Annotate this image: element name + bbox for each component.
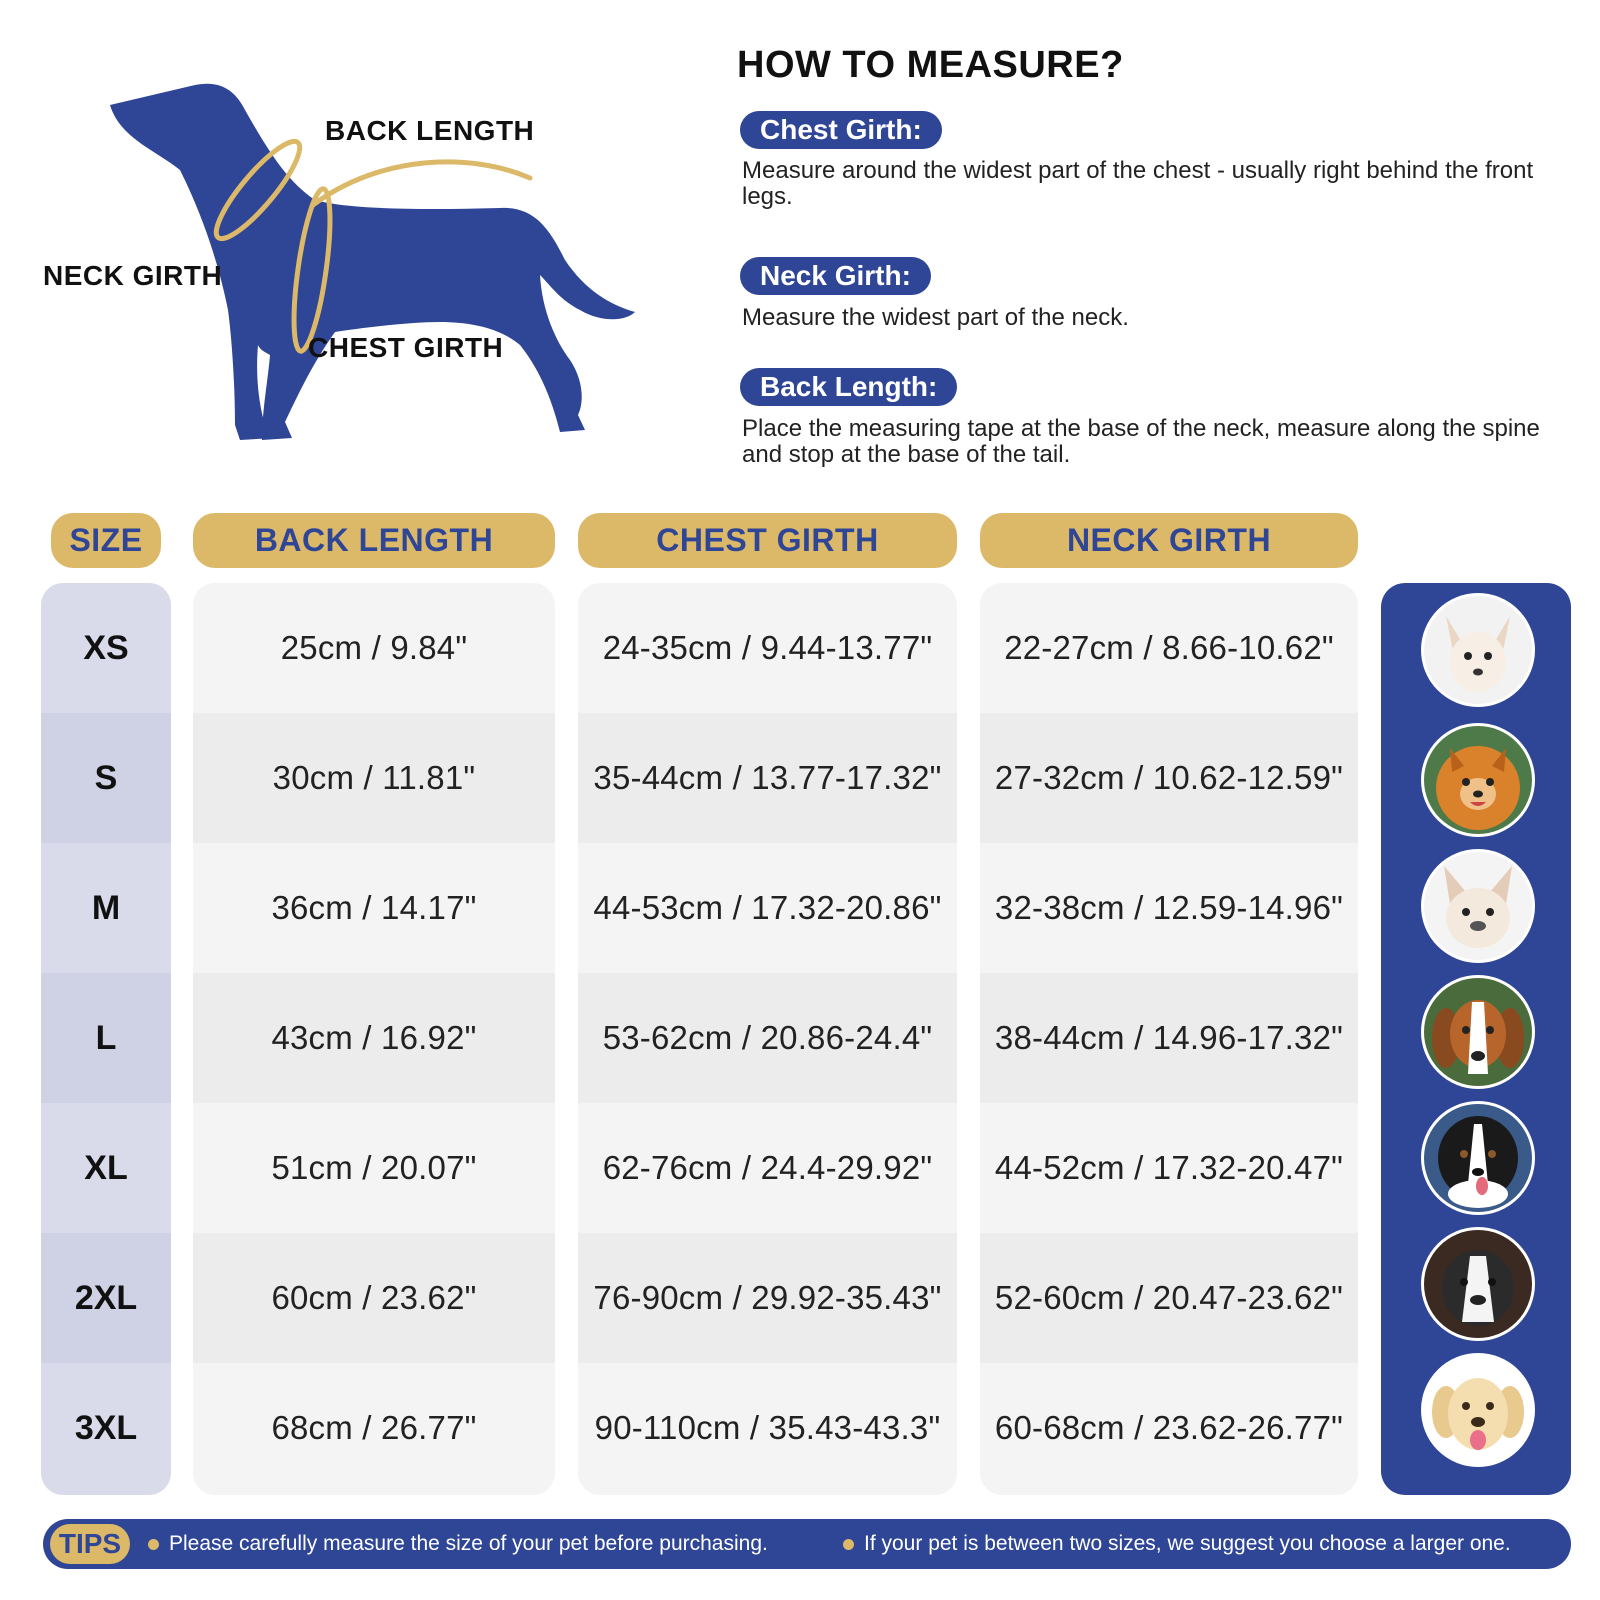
table-cell [578,583,957,713]
table-cell [980,1363,1358,1493]
neck-girth-description: Measure the widest part of the neck. [742,304,1129,331]
table-cell [578,843,957,973]
table-cell [578,713,957,843]
neck-girth-column [980,583,1358,1495]
size-label: L [95,1019,117,1057]
neck-girth-value: 44-52cm / 17.32-20.47" [994,1149,1344,1186]
size-label: S [94,759,118,797]
neck-girth-header: NECK GIRTH [980,513,1358,568]
table-cell [193,1233,555,1363]
chest-girth-value: 53-62cm / 20.86-24.4" [602,1019,933,1056]
neck-girth-value: 32-38cm / 12.59-14.96" [994,889,1344,926]
size-label: XS [83,629,129,667]
how-to-measure-title: HOW TO MEASURE? [737,44,1124,86]
labrador-photo [1421,1353,1535,1467]
chest-girth-header: CHEST GIRTH [578,513,957,568]
chest-girth-value: 76-90cm / 29.92-35.43" [593,1279,942,1316]
pomeranian-photo [1421,723,1535,837]
chest-girth-value: 24-35cm / 9.44-13.77" [602,629,933,666]
back-length-value: 30cm / 11.81" [272,759,476,796]
table-cell [193,713,555,843]
back-length-header: BACK LENGTH [193,513,555,568]
tip-item [843,1519,1511,1569]
neck-girth-value: 60-68cm / 23.62-26.77" [994,1409,1344,1446]
neck-girth-value: 27-32cm / 10.62-12.59" [994,759,1344,796]
back-length-value: 36cm / 14.17" [271,889,477,926]
neck-girth-value: 52-60cm / 20.47-23.62" [994,1279,1344,1316]
table-cell [578,1233,957,1363]
table-cell [193,973,555,1103]
chest-girth-value: 44-53cm / 17.32-20.86" [593,889,942,926]
table-cell [980,583,1358,713]
size-label: M [91,889,121,927]
chest-girth-value: 35-44cm / 13.77-17.32" [593,759,942,796]
size-column [41,583,171,1495]
border-collie-photo [1421,1101,1535,1215]
back-length-column [193,583,555,1495]
chest-girth-column [578,583,957,1495]
chest-girth-description: Measure around the widest part of the chest - usually right behind the front legs. [742,157,1534,210]
size-cell [41,1103,171,1233]
neck-girth-value: 38-44cm / 14.96-17.32" [994,1019,1344,1056]
back-length-value: 60cm / 23.62" [271,1279,477,1316]
neck-girth-pill: Neck Girth: [740,257,931,295]
size-label: 2XL [74,1279,138,1317]
back-length-value: 51cm / 20.07" [271,1149,477,1186]
table-cell [193,843,555,973]
chest-girth-pill: Chest Girth: [740,111,942,149]
size-cell [41,713,171,843]
dog-measure-diagram [30,60,670,480]
neck-girth-label: NECK GIRTH [43,260,223,291]
chihuahua-photo [1421,593,1535,707]
bullet-dot-icon [148,1539,159,1550]
back-length-pill: Back Length: [740,368,957,406]
chest-girth-value: 90-110cm / 35.43-43.3" [594,1409,941,1446]
table-cell [980,713,1358,843]
table-cell [578,973,957,1103]
table-cell [980,1233,1358,1363]
table-cell [193,1363,555,1493]
table-cell [980,843,1358,973]
back-length-label: BACK LENGTH [325,115,535,146]
table-cell [193,1103,555,1233]
tips-bar [43,1519,1571,1569]
tip-text: Please carefully measure the size of your pet before purchasing. [169,1532,768,1555]
table-cell [980,1103,1358,1233]
back-length-value: 68cm / 26.77" [271,1409,477,1446]
size-cell [41,583,171,713]
chest-girth-label: CHEST GIRTH [308,332,504,363]
back-length-value: 25cm / 9.84" [280,629,468,666]
table-cell [193,583,555,713]
size-cell [41,1233,171,1363]
neck-girth-value: 22-27cm / 8.66-10.62" [1004,629,1334,666]
table-cell [578,1103,957,1233]
beagle-photo [1421,975,1535,1089]
size-cell [41,973,171,1103]
chest-girth-value: 62-76cm / 24.4-29.92" [602,1149,933,1186]
back-length-value: 43cm / 16.92" [271,1019,477,1056]
size-header: SIZE [51,513,161,568]
tip-text: If your pet is between two sizes, we suggest you choose a larger one. [864,1532,1511,1555]
table-cell [578,1363,957,1493]
dog-photo-column [1381,583,1571,1495]
size-cell [41,1363,171,1493]
table-cell [980,973,1358,1103]
tips-badge: TIPS [50,1524,130,1564]
size-cell [41,843,171,973]
size-label: 3XL [74,1409,138,1447]
size-label: XL [84,1149,128,1187]
pitbull-photo [1421,1227,1535,1341]
tip-item [148,1519,768,1569]
back-length-description: Place the measuring tape at the base of the neck, measure along the spine and stop at the base of the tail. [742,415,1540,468]
bullet-dot-icon [843,1539,854,1550]
french-bulldog-photo [1421,849,1535,963]
